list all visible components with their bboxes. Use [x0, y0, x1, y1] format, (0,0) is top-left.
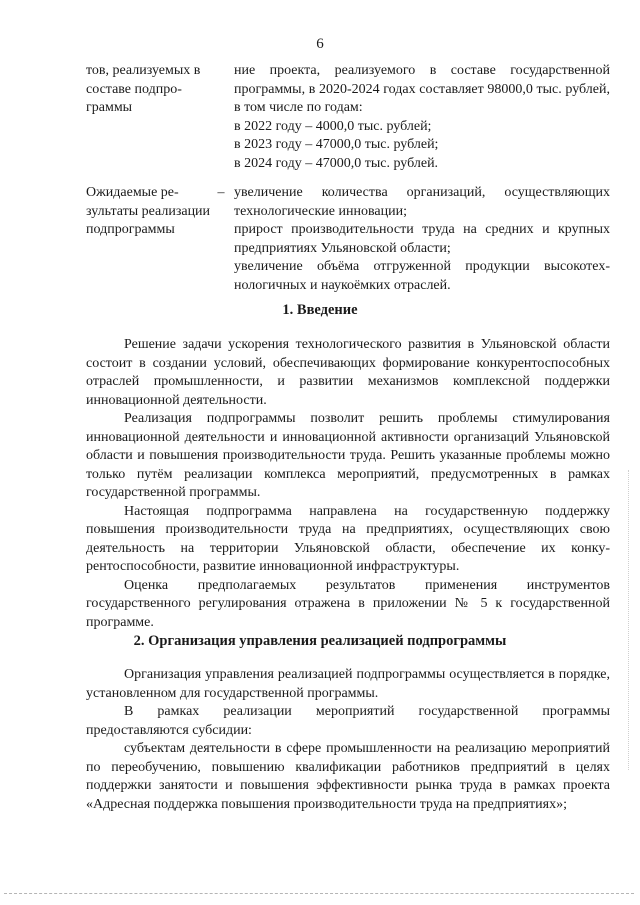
section-body-introduction — [86, 336, 610, 632]
section-body-management — [86, 666, 610, 814]
paragraph: Оценка предполагаемых результатов применения инструментов государственного регулирования отражена в приложении № 5 к государственной программе. — [86, 577, 610, 630]
section-heading-management: 2. Организация управления реализацией подпрограммы — [133, 633, 507, 649]
paragraph: Настоящая подпрограмма направлена на государственную поддержку повышения производительности труда на предприятиях, осуществляющих свою деятельность на территории Ульяновской области, обеспечение их конкурентоспособности, развитие инновационной инфраструктуры. — [86, 503, 610, 574]
page-number: 6 — [316, 36, 324, 52]
scan-edge-line-right — [628, 470, 629, 770]
paragraph: Решение задачи ускорения технологического развития в Ульяновской области состоит в создании условий, обеспечивающих формирование конкурентоспособных отраслей промышленности, и развитии механизмов комплексной поддержки инновационной деятельности. — [86, 337, 610, 408]
passport-line: увеличение количества организаций, осуществляющих технологические инновации; — [234, 185, 610, 219]
passport-line: увеличение объёма отгруженной продукции высокотехнологичных и наукоёмких отраслей. — [234, 259, 610, 293]
passport-row-content — [234, 184, 610, 295]
section-heading-introduction: 1. Введение — [282, 302, 358, 318]
passport-line: в 2023 году – 47000,0 тыс. рублей; — [234, 137, 439, 152]
passport-row-label: Ожидаемые результаты реализации подпрограммы — [86, 185, 211, 237]
passport-row-content — [234, 62, 610, 173]
passport-line: ние проекта, реализуемого в составе государственной программы, в 2020-2024 годах составляет 98000,0 тыс. рублей, в том числе по годам: — [234, 63, 610, 115]
paragraph: В рамках реализации мероприятий государственной программы предоставляются субсидии: — [86, 704, 610, 738]
paragraph: Реализация подпрограммы позволит решить проблемы стимулирования инновационной деятельности и инновационной активности организаций Ульяновской области и повышения производительности труда. Решить указанные проблемы можно только путём реализации комплекса мероприятий, предусмотренных в рамках государственной программы. — [86, 411, 610, 500]
paragraph: субъектам деятельности в сфере промышленности на реализацию мероприятий по переобучению, повышению квалификации работников предприятий в целях поддержки занятости и повышения эффективности рынка труда в рамках проекта «Адресная поддержка повышения производительности труда на предприятиях»; — [86, 741, 610, 812]
passport-row-label: тов, реализуемых в составе подпрограммы — [86, 63, 201, 115]
passport-row-dash: – — [217, 185, 225, 200]
paragraph: Организация управления реализацией подпрограммы осуществляется в порядке, установленном для государственной программы. — [86, 667, 610, 701]
scan-edge-line — [4, 893, 634, 894]
passport-line: в 2024 году – 47000,0 тыс. рублей. — [234, 155, 439, 171]
passport-line: в 2022 году – 4000,0 тыс. рублей; — [234, 118, 432, 134]
passport-line: прирост производительности труда на средних и крупных предприятиях Ульяновской области; — [234, 222, 610, 256]
